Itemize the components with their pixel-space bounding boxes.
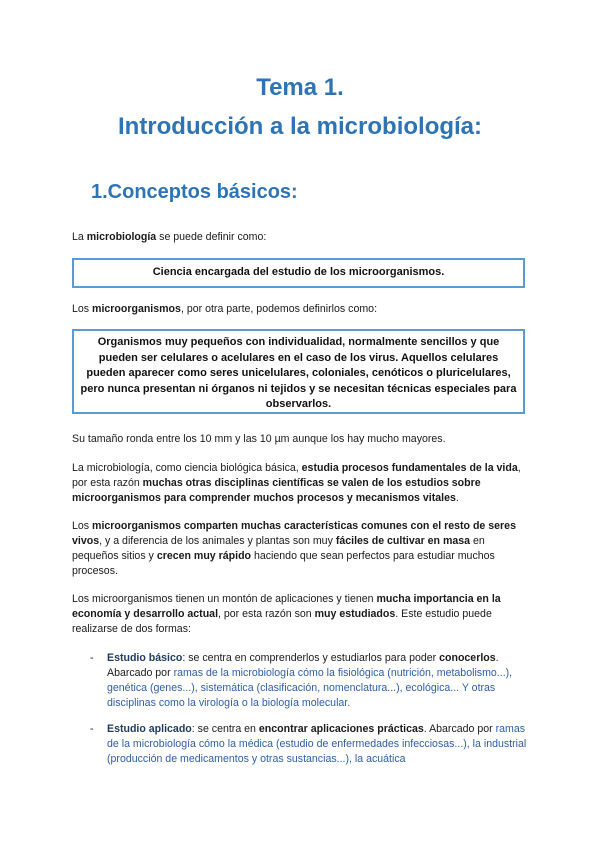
paragraph-applications: Los microorganismos tienen un montón de aplicaciones y tienen mucha importancia en la economía y desarrollo actual, por esta razón son muy estudiados. Este estudio puede realizarse de dos formas: [72, 593, 501, 635]
list-item-text: Estudio aplicado: se centra en encontrar aplicaciones prácticas. Abarcado por ramas de la microbiología cómo la médica (estudio de enfermedades infecciosas...), la industrial (producción de medicamentos y otras sustancias...), la acuática [107, 723, 527, 765]
title-line-1: Tema 1. [256, 74, 344, 101]
definition-box-microorganisms: Organismos muy pequeños con individualidad, normalmente sencillos y que pueden ser celulares o acelulares en el caso de los virus. Aquellos celulares pueden aparecer como seres unicelulares, coloniales, cenóticos o pluricelulares, pero nunca presentan ni órganos ni tejidos y se necesitan técnicas especiales para observarlos. [72, 329, 525, 414]
paragraph-definition-intro: La microbiología se puede definir como: [72, 231, 267, 243]
paragraph-characteristics: Los microorganismos comparten muchas características comunes con el resto de seres vivos, y a diferencia de los animales y plantas son muy fáciles de cultivar en masa en pequeños sitios y crecen muy rápido haciendo que sean perfectos para estudiar muchos procesos. [72, 520, 516, 577]
section-heading: 1.Conceptos básicos: [91, 181, 298, 203]
paragraph-basic-science: La microbiología, como ciencia biológica básica, estudia procesos fundamentales de la vida, por esta razón muchas otras disciplinas científicas se valen de los estudios sobre microorganismos para comprender muchos procesos y mecanismos vitales. [72, 462, 521, 504]
definition-box-microbiology: Ciencia encargada del estudio de los microorganismos. [72, 258, 525, 288]
paragraph-microorganisms-intro: Los microorganismos, por otra parte, podemos definirlos como: [72, 303, 378, 315]
title-line-2: Introducción a la microbiología: [117, 113, 483, 140]
bullet-dash: - [90, 652, 94, 664]
paragraph-size: Su tamaño ronda entre los 10 mm y las 10 µm aunque los hay mucho mayores. [72, 433, 446, 445]
bullet-dash: - [90, 723, 94, 735]
list-item-text: Estudio básico: se centra en comprenderlos y estudiarlos para poder conocerlos. Abarcado por ramas de la microbiología cómo la fisiológica (nutrición, metabolismo...), genética (genes...), sistemática (clasificación, nomenclatura...), ecológica... Y otras disciplinas como la virología o la biología molecular. [107, 652, 513, 709]
